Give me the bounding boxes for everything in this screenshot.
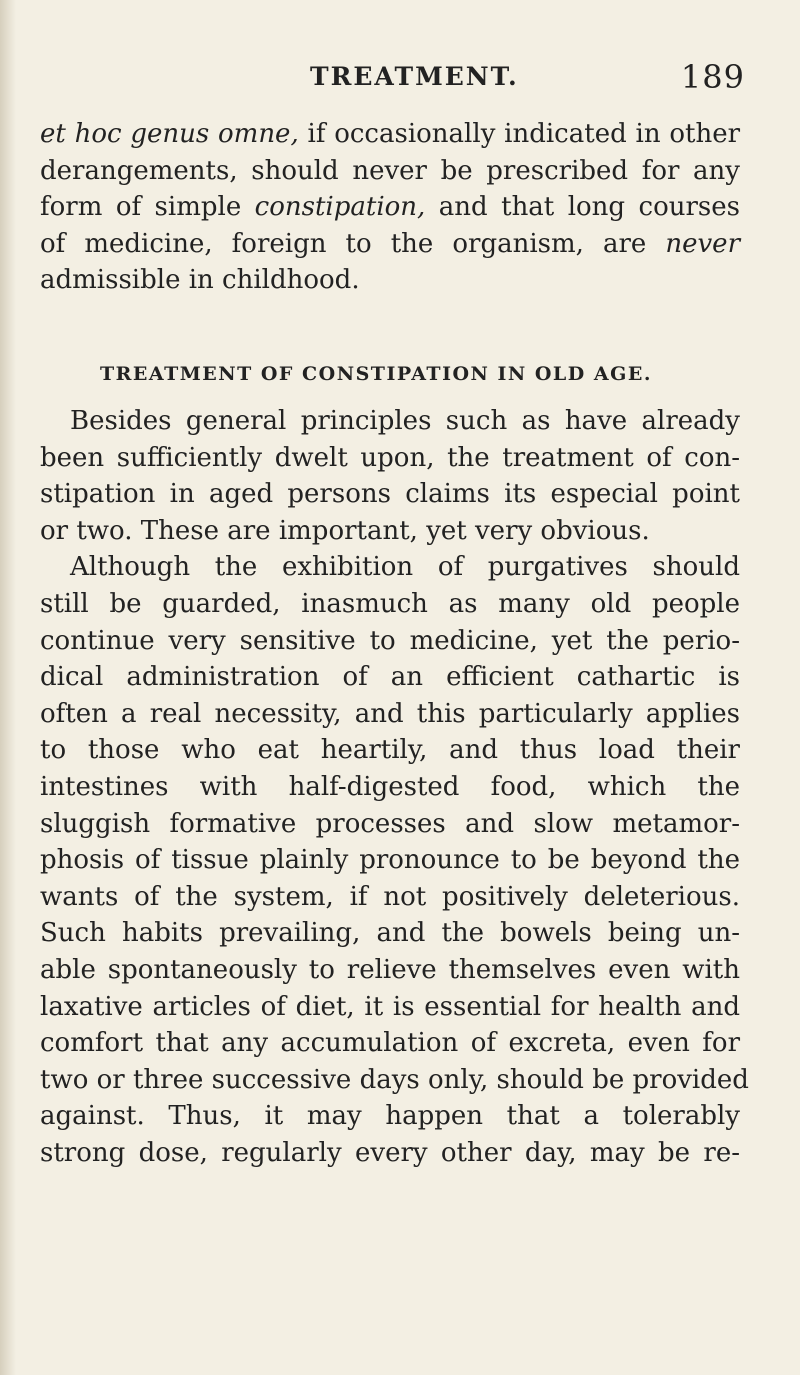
text-line: wants of the system, if not positively deleterious. (40, 881, 740, 912)
running-head (40, 58, 760, 102)
text-span: form of simple (40, 192, 255, 223)
text-line (40, 226, 740, 263)
text-line: Such habits prevailing, and the bowels being un- (40, 918, 740, 949)
section-heading: TREATMENT OF CONSTIPATION IN OLD AGE. (100, 363, 652, 385)
text-line: strong dose, regularly every other day, may be re- (40, 1137, 740, 1168)
text-line: Besides general principles such as have already (70, 406, 740, 436)
text-span: admissible in childhood. (40, 265, 360, 296)
text-line: or two. These are important, yet very obvious. (40, 515, 650, 546)
text-line: often a real necessity, and this particularly applies (40, 698, 740, 729)
text-line (40, 116, 740, 153)
text-line: stipation in aged persons claims its especial point (40, 479, 740, 510)
text-line (40, 153, 740, 190)
text-span: of medicine, foreign to the organism, are (40, 228, 666, 259)
page-gutter-shadow (0, 0, 16, 1375)
text-line: two or three successive days only, should be provided (40, 1064, 749, 1095)
text-line (40, 189, 740, 226)
text-line: been sufficiently dwelt upon, the treatment of con- (40, 442, 740, 473)
text-line: still be guarded, inasmuch as many old people (40, 588, 740, 619)
paragraph-2 (40, 403, 749, 1171)
italic-word: constipation, (254, 192, 426, 223)
italic-phrase: et hoc genus omne, (40, 119, 299, 149)
text-line: continue very sensitive to medicine, yet the perio- (40, 625, 740, 656)
paragraph-1 (40, 116, 740, 299)
text-line (40, 262, 740, 299)
text-span: and that long courses (425, 192, 740, 223)
running-title: TREATMENT. (310, 62, 519, 91)
text-span: derangements, should never be prescribed for any (40, 155, 740, 186)
text-line: sluggish formative processes and slow metamor- (40, 808, 740, 839)
text-line: able spontaneously to relieve themselves even with (40, 954, 740, 985)
italic-word: never (665, 228, 740, 259)
text-line: phosis of tissue plainly pronounce to be beyond the (40, 845, 740, 876)
text-span: if occasionally indicated in other (298, 119, 741, 149)
text-line: intestines with half-digested food, which the (40, 771, 740, 802)
page-number: 189 (680, 58, 745, 96)
text-line: dical administration of an efficient cathartic is (40, 662, 740, 693)
text-line: to those who eat heartily, and thus load their (40, 735, 740, 766)
text-line: against. Thus, it may happen that a tolerably (40, 1101, 740, 1132)
text-line: comfort that any accumulation of excreta, even for (40, 1028, 740, 1059)
text-line: Although the exhibition of purgatives should (70, 552, 740, 583)
text-line: laxative articles of diet, it is essential for health and (40, 991, 740, 1022)
